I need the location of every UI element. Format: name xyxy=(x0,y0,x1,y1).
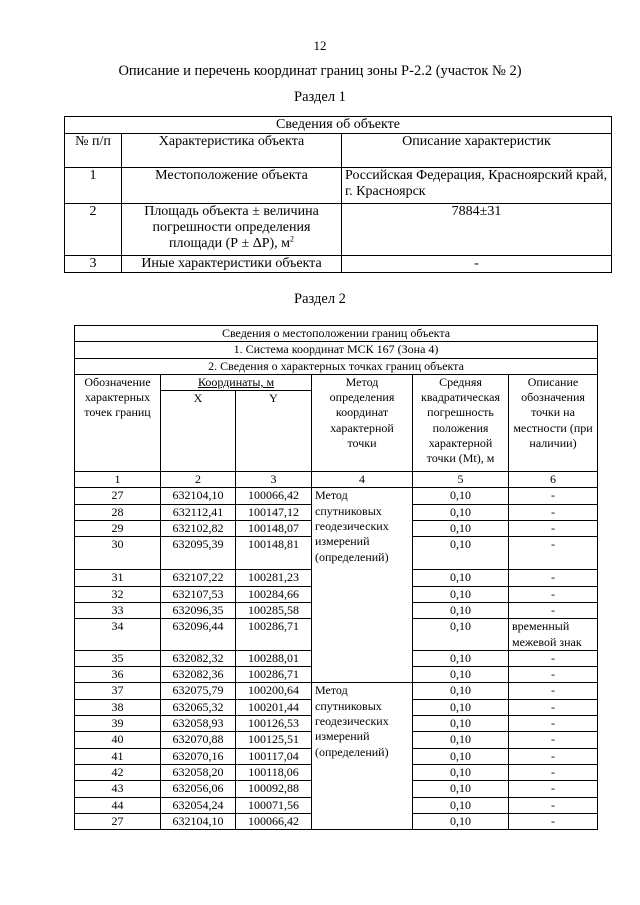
point-y: 100117,04 xyxy=(236,748,312,764)
table-row xyxy=(65,256,612,273)
point-error: 0,10 xyxy=(413,570,509,586)
point-y: 100126,53 xyxy=(236,716,312,732)
row-desc: Российская Федерация, Красноярский край, г. Красноярск xyxy=(342,168,612,204)
point-x: 632065,32 xyxy=(161,699,236,715)
point-description: - xyxy=(509,748,598,764)
point-y: 100092,88 xyxy=(236,781,312,797)
point-error: 0,10 xyxy=(413,732,509,748)
object-info-table xyxy=(64,116,612,273)
coord-system-header: 1. Система координат МСК 167 (Зона 4) xyxy=(75,342,598,358)
point-description: - xyxy=(509,813,598,829)
points-header: 2. Сведения о характерных точках границ объекта xyxy=(75,358,598,374)
area-label: Площадь объекта ± величина погрешности определения площади (Р ± ΔР), м xyxy=(144,204,319,251)
point-error: 0,10 xyxy=(413,716,509,732)
section2-title: Раздел 2 xyxy=(294,291,346,307)
document-title: Описание и перечень координат границ зоны Р-2.2 (участок № 2) xyxy=(118,63,522,79)
point-number: 39 xyxy=(75,716,161,732)
point-x: 632075,79 xyxy=(161,683,236,699)
point-error: 0,10 xyxy=(413,650,509,666)
col-number: 5 xyxy=(413,472,509,488)
point-x: 632054,24 xyxy=(161,797,236,813)
table-header-row xyxy=(75,342,598,358)
col-coords-header xyxy=(161,374,312,390)
row-num: 1 xyxy=(65,168,122,204)
point-x: 632112,41 xyxy=(161,504,236,520)
point-x: 632056,06 xyxy=(161,781,236,797)
point-y: 100147,12 xyxy=(236,504,312,520)
column-number-row xyxy=(75,472,598,488)
point-y: 100066,42 xyxy=(236,813,312,829)
point-number: 43 xyxy=(75,781,161,797)
point-number: 41 xyxy=(75,748,161,764)
point-y: 100071,56 xyxy=(236,797,312,813)
column-header-row xyxy=(75,374,598,390)
point-description: - xyxy=(509,570,598,586)
point-y: 100118,06 xyxy=(236,764,312,780)
point-error: 0,10 xyxy=(413,764,509,780)
col-error-header: Средняя квадратическая погрешность положения характерной точки (Mt), м xyxy=(413,374,509,471)
point-description: - xyxy=(509,716,598,732)
area-unit-sup: 2 xyxy=(290,234,295,244)
point-description: - xyxy=(509,488,598,504)
point-x: 632082,32 xyxy=(161,650,236,666)
point-y: 100148,07 xyxy=(236,521,312,537)
point-x: 632070,88 xyxy=(161,732,236,748)
location-header: Сведения о местоположении границ объекта xyxy=(75,326,598,342)
point-y: 100284,66 xyxy=(236,586,312,602)
point-number: 28 xyxy=(75,504,161,520)
point-y: 100288,01 xyxy=(236,650,312,666)
point-description: - xyxy=(509,521,598,537)
point-description: временный межевой знак xyxy=(509,619,598,651)
point-description: - xyxy=(509,586,598,602)
table-header-row xyxy=(75,358,598,374)
point-x: 632082,36 xyxy=(161,667,236,683)
point-number: 40 xyxy=(75,732,161,748)
point-number: 44 xyxy=(75,797,161,813)
point-description: - xyxy=(509,650,598,666)
point-number: 29 xyxy=(75,521,161,537)
point-error: 0,10 xyxy=(413,699,509,715)
row-char: Иные характеристики объекта xyxy=(122,256,342,273)
row-num: 3 xyxy=(65,256,122,273)
point-number: 34 xyxy=(75,619,161,651)
col-y-header: Y xyxy=(236,391,312,472)
point-error: 0,10 xyxy=(413,488,509,504)
point-x: 632058,93 xyxy=(161,716,236,732)
point-y: 100066,42 xyxy=(236,488,312,504)
point-error: 0,10 xyxy=(413,602,509,618)
point-number: 27 xyxy=(75,813,161,829)
point-y: 100281,23 xyxy=(236,570,312,586)
point-description: - xyxy=(509,683,598,699)
section1-title: Раздел 1 xyxy=(294,89,346,105)
page-number: 12 xyxy=(313,38,327,53)
point-number: 35 xyxy=(75,650,161,666)
point-x: 632107,22 xyxy=(161,570,236,586)
point-number: 38 xyxy=(75,699,161,715)
point-error: 0,10 xyxy=(413,521,509,537)
row-num: 2 xyxy=(65,204,122,256)
point-description: - xyxy=(509,537,598,570)
col-x-header: X xyxy=(161,391,236,472)
point-number: 33 xyxy=(75,602,161,618)
table-row xyxy=(65,168,612,204)
table-header-row xyxy=(75,326,598,342)
point-x: 632096,35 xyxy=(161,602,236,618)
col-number: 2 xyxy=(161,472,236,488)
point-error: 0,10 xyxy=(413,537,509,570)
point-description: - xyxy=(509,602,598,618)
point-number: 27 xyxy=(75,488,161,504)
row-char xyxy=(122,204,342,256)
point-y: 100125,51 xyxy=(236,732,312,748)
table-row xyxy=(75,683,598,699)
point-description: - xyxy=(509,764,598,780)
point-description: - xyxy=(509,699,598,715)
point-y: 100200,64 xyxy=(236,683,312,699)
col-number: 4 xyxy=(312,472,413,488)
point-description: - xyxy=(509,504,598,520)
col-char-header: Характеристика объекта xyxy=(122,134,342,168)
col-number: 6 xyxy=(509,472,598,488)
method-cell: Метод спутниковых геодезических измерений (определений) xyxy=(312,488,413,683)
point-y: 100285,58 xyxy=(236,602,312,618)
point-description: - xyxy=(509,781,598,797)
object-info-header: Сведения об объекте xyxy=(65,117,612,134)
point-error: 0,10 xyxy=(413,781,509,797)
boundary-points-table xyxy=(74,325,598,830)
point-error: 0,10 xyxy=(413,813,509,829)
col-designation-header: Обозначение характерных точек границ xyxy=(75,374,161,471)
column-header-row xyxy=(65,134,612,168)
point-y: 100286,71 xyxy=(236,667,312,683)
point-x: 632107,53 xyxy=(161,586,236,602)
method-cell: Метод спутниковых геодезических измерений (определений) xyxy=(312,683,413,830)
table-header-row xyxy=(65,117,612,134)
point-error: 0,10 xyxy=(413,667,509,683)
table-row xyxy=(65,204,612,256)
point-x: 632058,20 xyxy=(161,764,236,780)
point-number: 32 xyxy=(75,586,161,602)
col-desc-header: Описание характеристик xyxy=(342,134,612,168)
row-desc: - xyxy=(342,256,612,273)
point-x: 632104,10 xyxy=(161,813,236,829)
point-x: 632070,16 xyxy=(161,748,236,764)
point-number: 37 xyxy=(75,683,161,699)
table-row xyxy=(75,488,598,504)
point-error: 0,10 xyxy=(413,504,509,520)
point-description: - xyxy=(509,667,598,683)
point-x: 632095,39 xyxy=(161,537,236,570)
col-number: 3 xyxy=(236,472,312,488)
point-error: 0,10 xyxy=(413,586,509,602)
coords-label: Координаты, м xyxy=(197,374,275,389)
point-y: 100148,81 xyxy=(236,537,312,570)
point-number: 30 xyxy=(75,537,161,570)
point-error: 0,10 xyxy=(413,619,509,651)
row-char: Местоположение объекта xyxy=(122,168,342,204)
point-error: 0,10 xyxy=(413,683,509,699)
point-x: 632096,44 xyxy=(161,619,236,651)
point-number: 42 xyxy=(75,764,161,780)
col-num-header: № п/п xyxy=(65,134,122,168)
point-description: - xyxy=(509,797,598,813)
col-description-header: Описание обозначения точки на местности (при наличии) xyxy=(509,374,598,471)
row-desc: 7884±31 xyxy=(342,204,612,256)
point-y: 100201,44 xyxy=(236,699,312,715)
point-y: 100286,71 xyxy=(236,619,312,651)
point-x: 632104,10 xyxy=(161,488,236,504)
col-method-header: Метод определения координат характерной точки xyxy=(312,374,413,471)
point-error: 0,10 xyxy=(413,748,509,764)
point-number: 31 xyxy=(75,570,161,586)
col-number: 1 xyxy=(75,472,161,488)
point-number: 36 xyxy=(75,667,161,683)
point-description: - xyxy=(509,732,598,748)
point-error: 0,10 xyxy=(413,797,509,813)
point-x: 632102,82 xyxy=(161,521,236,537)
